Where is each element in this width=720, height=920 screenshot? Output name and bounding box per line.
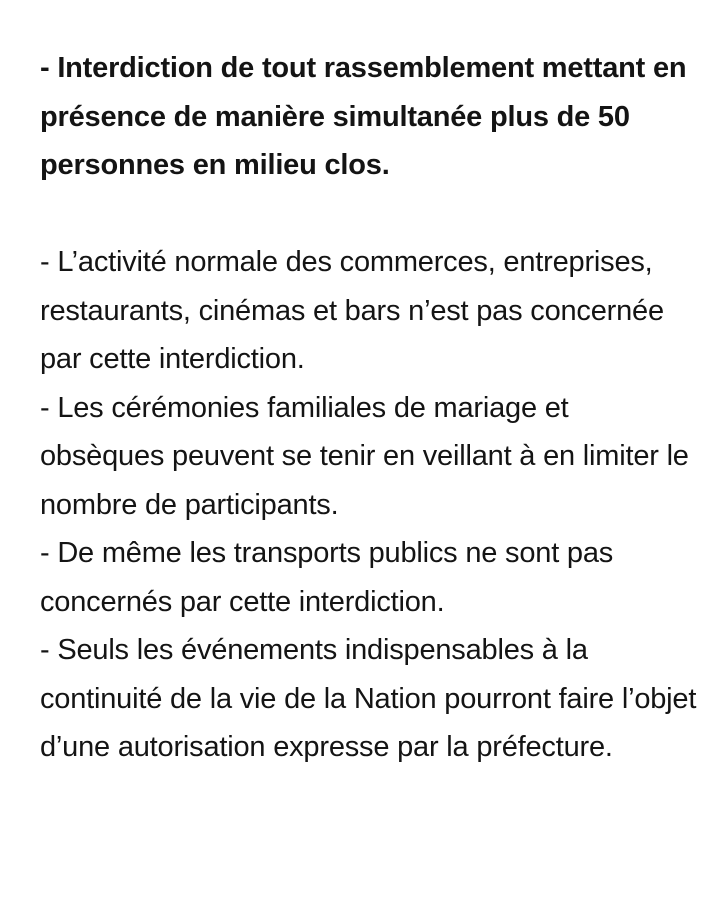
- essential-events-paragraph: - Seuls les événements indispensables à la continuité de la vie de la Nation pourront faire l’objet d’une autorisation expresse par la préfecture.: [40, 634, 697, 763]
- family-ceremonies-paragraph: - Les cérémonies familiales de mariage et obsèques peuvent se tenir en veillant à en limiter le nombre de participants.: [40, 391, 689, 521]
- document-body: [40, 44, 700, 772]
- paragraph-spacer: [40, 190, 700, 239]
- public-transport-paragraph: - De même les transports publics ne sont pas concernés par cette interdiction.: [40, 537, 614, 618]
- gathering-ban-paragraph: - Interdiction de tout rassemblement mettant en présence de manière simultanée plus de 50 personnes en milieu clos.: [40, 52, 687, 181]
- businesses-exemption-paragraph: - L’activité normale des commerces, entreprises, restaurants, cinémas et bars n’est pas concernée par cette interdiction.: [40, 246, 664, 375]
